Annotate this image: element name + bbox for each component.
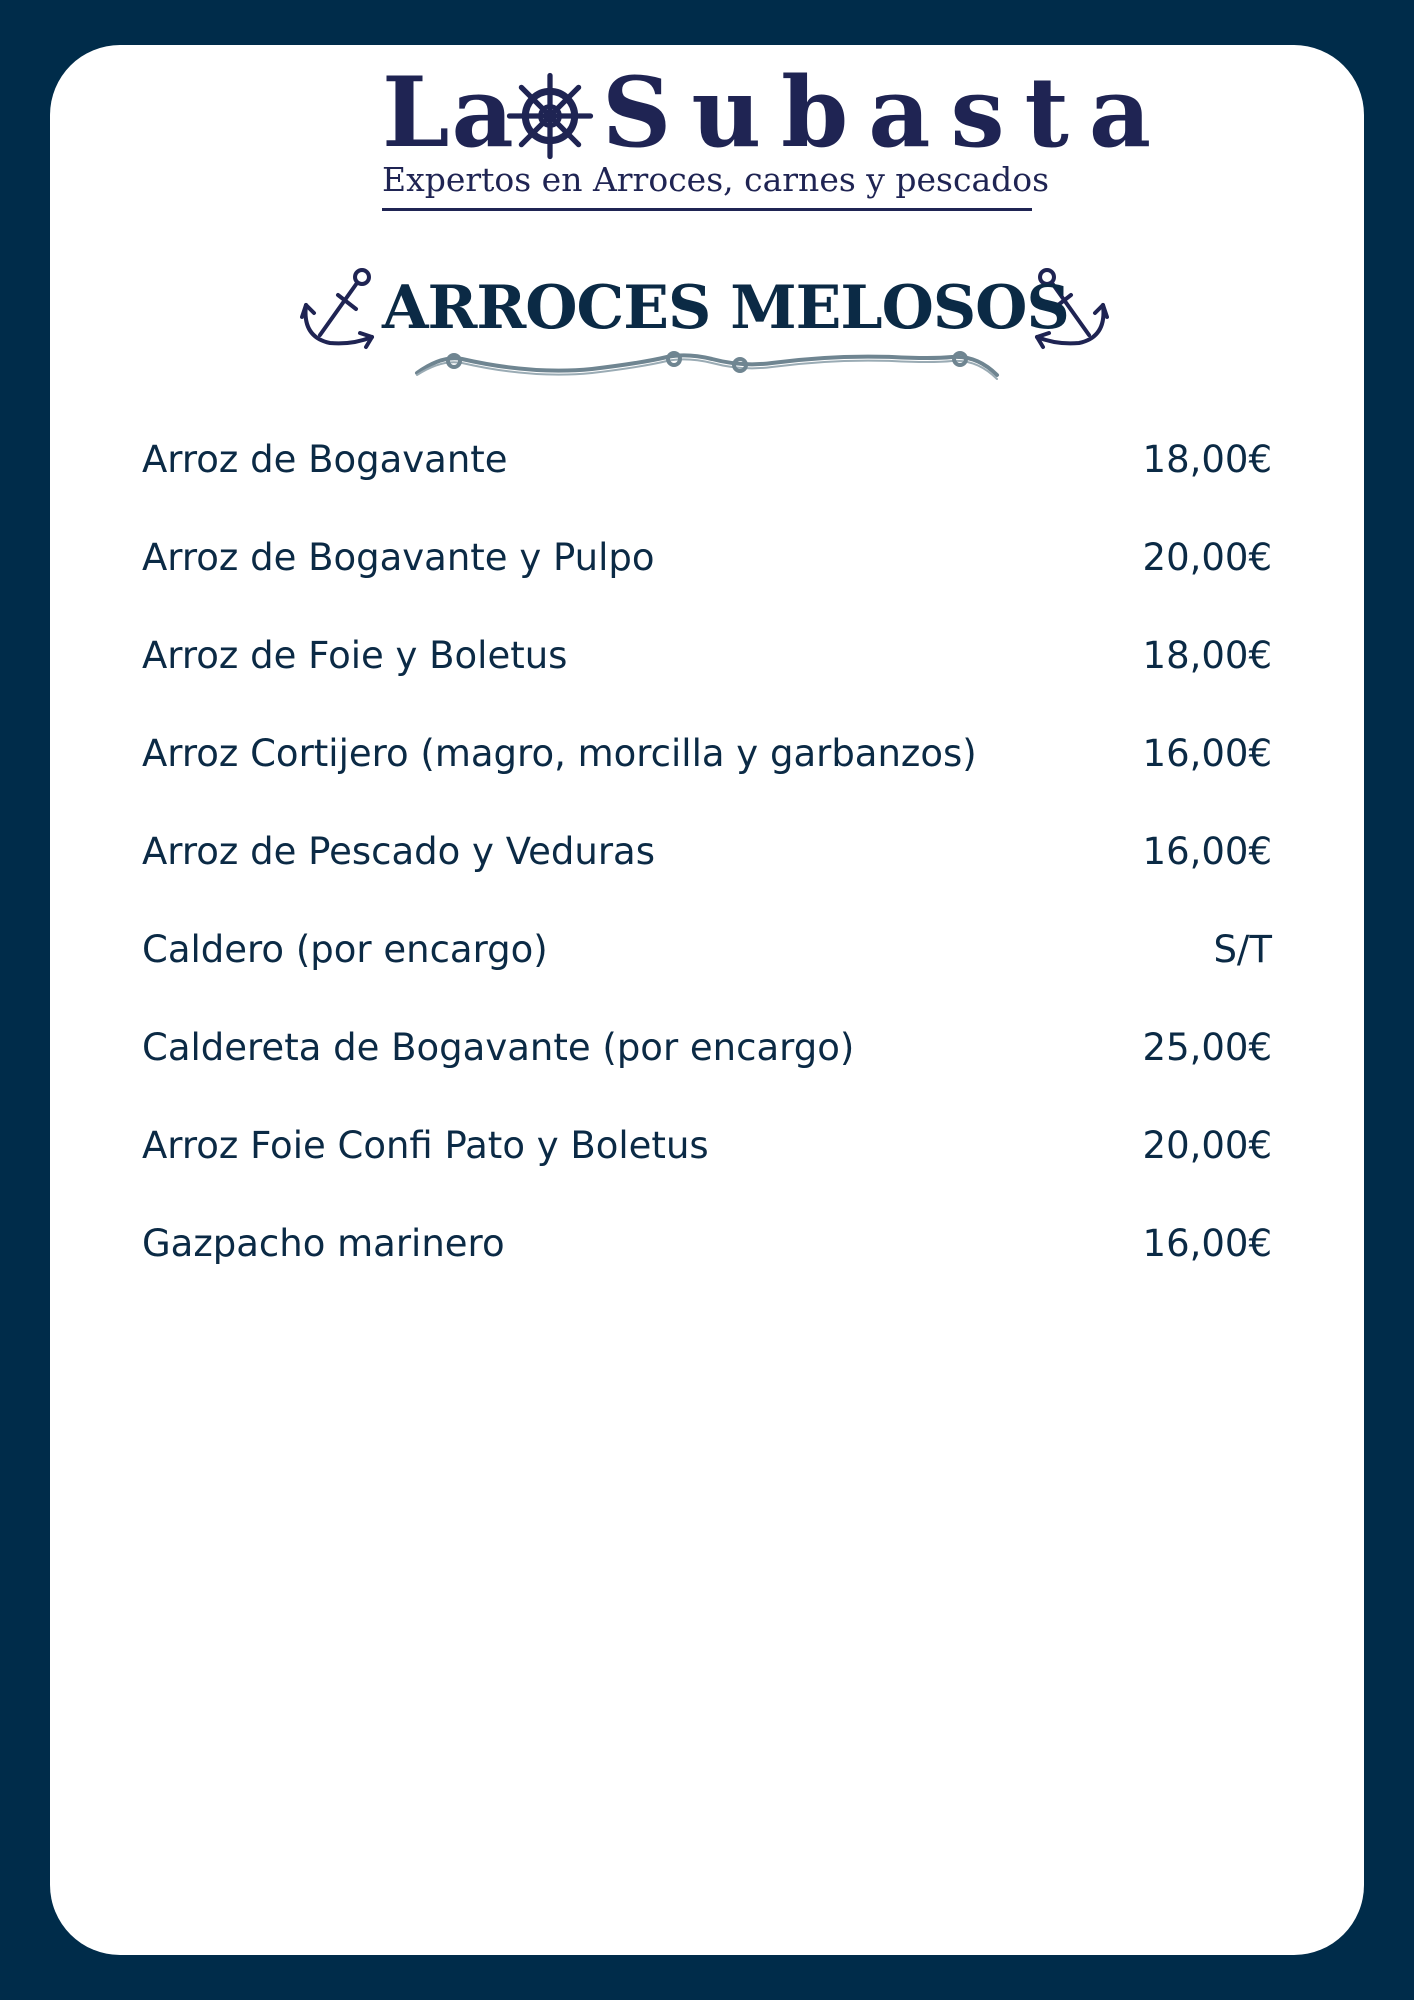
brand-name-part1: La	[382, 56, 516, 169]
menu-item-price: 16,00€	[1142, 1222, 1272, 1265]
menu-item-price: 18,00€	[1142, 438, 1272, 481]
menu-item-name: Gazpacho marinero	[142, 1222, 505, 1265]
menu-item-price: 20,00€	[1142, 536, 1272, 579]
menu-item-price: 25,00€	[1142, 1026, 1272, 1069]
menu-item	[142, 1214, 1272, 1312]
menu-item	[142, 528, 1272, 626]
menu-item	[142, 430, 1272, 528]
tagline-underline	[382, 208, 1032, 211]
menu-item-price: 18,00€	[1142, 634, 1272, 677]
rope-icon	[412, 345, 1002, 385]
brand-name-part2: Subasta	[602, 56, 1172, 169]
brand-logo	[382, 56, 1172, 215]
menu-item	[142, 822, 1272, 920]
menu-item-name: Caldereta de Bogavante (por encargo)	[142, 1026, 855, 1069]
brand-name	[382, 56, 1172, 169]
menu-item	[142, 626, 1272, 724]
menu-item-name: Arroz de Pescado y Veduras	[142, 830, 655, 873]
menu-item-price: 20,00€	[1142, 1124, 1272, 1167]
ship-wheel-icon	[506, 72, 594, 160]
menu-item-name: Caldero (por encargo)	[142, 928, 548, 971]
menu-item	[142, 1116, 1272, 1214]
anchor-icon	[300, 265, 385, 355]
menu-item	[142, 1018, 1272, 1116]
menu-item	[142, 920, 1272, 1018]
menu-item-name: Arroz de Bogavante	[142, 438, 508, 481]
menu-item-price: 16,00€	[1142, 830, 1272, 873]
menu-item	[142, 724, 1272, 822]
menu-item-name: Arroz de Bogavante y Pulpo	[142, 536, 655, 579]
menu-list	[142, 430, 1272, 1312]
menu-item-name: Arroz Cortijero (magro, morcilla y garbanzos)	[142, 732, 977, 775]
menu-item-price: 16,00€	[1142, 732, 1272, 775]
menu-item-price: S/T	[1213, 928, 1272, 971]
section-title: ARROCES MELOSOS	[382, 273, 1069, 343]
brand-tagline: Expertos en Arroces, carnes y pescados	[382, 160, 1050, 199]
menu-item-name: Arroz de Foie y Boletus	[142, 634, 568, 677]
menu-item-name: Arroz Foie Confi Pato y Boletus	[142, 1124, 709, 1167]
